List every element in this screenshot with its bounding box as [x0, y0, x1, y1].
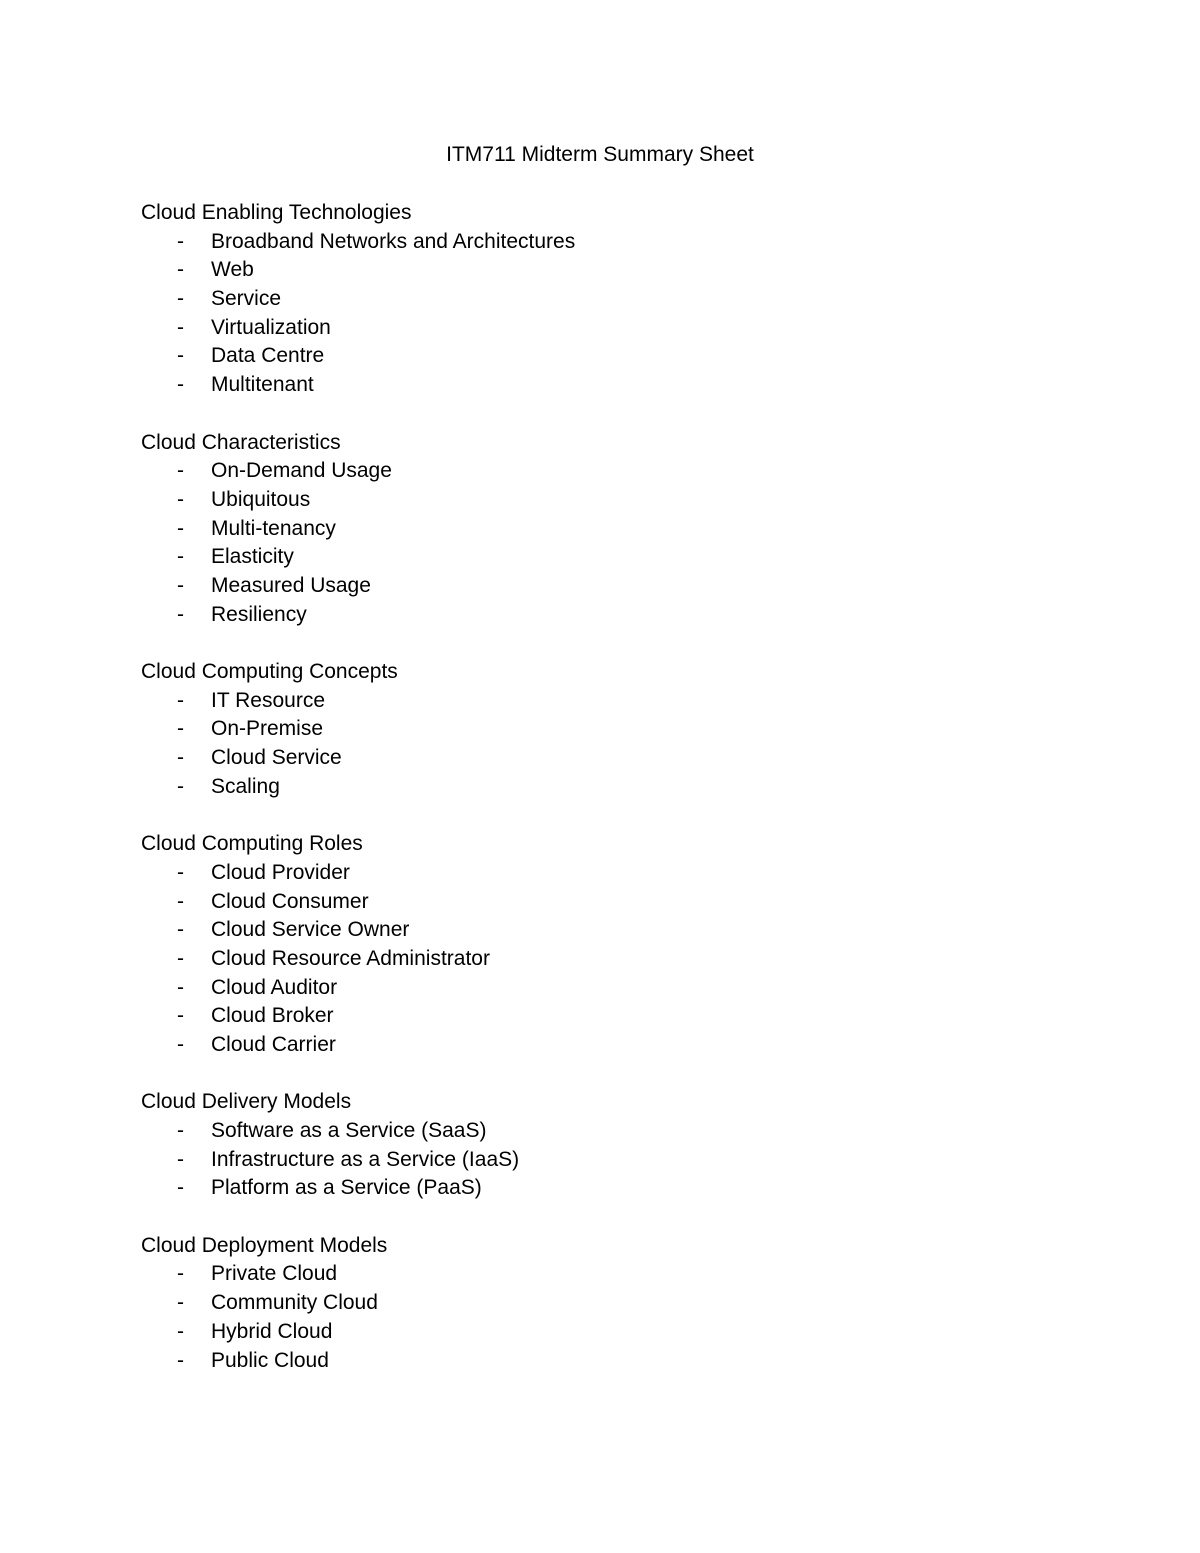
list-item-text: Software as a Service (SaaS) [211, 1119, 487, 1142]
section-cloud-delivery-models [141, 1088, 1041, 1203]
list-item [141, 228, 1041, 257]
bullet-list [141, 687, 1041, 802]
dash-bullet: - [177, 459, 184, 483]
dash-bullet: - [177, 774, 184, 798]
list-item-text: Multi-tenancy [211, 516, 336, 540]
dash-bullet: - [177, 545, 184, 569]
dash-bullet: - [177, 344, 184, 368]
list-item [141, 314, 1041, 343]
dash-bullet: - [177, 573, 184, 597]
dash-bullet: - [177, 258, 184, 282]
dash-bullet: - [177, 746, 184, 770]
dash-bullet: - [177, 602, 184, 626]
document-title: ITM711 Midterm Summary Sheet [446, 143, 754, 166]
dash-bullet: - [177, 1119, 184, 1142]
section-heading: Cloud Enabling Technologies [141, 201, 412, 224]
list-item [141, 974, 1041, 1003]
list-item-text: Cloud Auditor [211, 975, 338, 999]
dash-bullet: - [177, 1348, 184, 1372]
dash-bullet: - [177, 889, 184, 913]
dash-bullet: - [177, 229, 184, 253]
list-item-text: Cloud Broker [211, 1004, 334, 1028]
list-item-text: Cloud Provider [211, 860, 350, 884]
list-item-text: Infrastructure as a Service (IaaS) [211, 1147, 520, 1171]
dash-bullet: - [177, 1176, 184, 1200]
list-item-text: On-Premise [211, 717, 324, 741]
list-item [141, 486, 1041, 515]
list-item [141, 285, 1041, 314]
list-item-text: Private Cloud [211, 1262, 338, 1286]
list-item-text: Broadband Networks and Architectures [211, 229, 576, 253]
list-item-text: Cloud Service Owner [211, 918, 410, 942]
section-cloud-computing-roles [141, 830, 1041, 1060]
section-cloud-enabling-technologies [141, 199, 1041, 400]
bullet-list [141, 457, 1041, 629]
list-item [141, 371, 1041, 400]
dash-bullet: - [177, 1291, 184, 1315]
list-item [141, 687, 1041, 716]
list-item-text: Cloud Consumer [211, 889, 369, 913]
dash-bullet: - [177, 918, 184, 942]
bullet-list [141, 1117, 1041, 1203]
dash-bullet: - [177, 1032, 184, 1056]
list-item-text: Resiliency [211, 602, 307, 626]
list-item-text: On-Demand Usage [211, 459, 392, 483]
list-item [141, 744, 1041, 773]
list-item [141, 543, 1041, 572]
list-item-text: Web [211, 258, 254, 282]
list-item [141, 457, 1041, 486]
list-item-text: Platform as a Service (PaaS) [211, 1176, 482, 1200]
section-cloud-characteristics [141, 429, 1041, 630]
list-item-text: Data Centre [211, 344, 325, 368]
section-heading: Cloud Characteristics [141, 430, 341, 454]
dash-bullet: - [177, 315, 184, 339]
section-heading: Cloud Computing Roles [141, 832, 363, 856]
dash-bullet: - [177, 287, 184, 311]
dash-bullet: - [177, 717, 184, 741]
list-item-text: Cloud Service [211, 746, 342, 770]
dash-bullet: - [177, 688, 184, 712]
list-item [141, 515, 1041, 544]
list-item-text: Cloud Carrier [211, 1032, 336, 1056]
list-item [141, 1318, 1041, 1347]
list-item-text: Service [211, 287, 282, 311]
dash-bullet: - [177, 516, 184, 540]
dash-bullet: - [177, 373, 184, 397]
list-item-text: Cloud Resource Administrator [211, 946, 490, 970]
list-item [141, 1146, 1041, 1175]
list-item [141, 572, 1041, 601]
document-body [141, 199, 1041, 1404]
section-heading: Cloud Computing Concepts [141, 660, 398, 683]
list-item [141, 916, 1041, 945]
list-item-text: Elasticity [211, 545, 294, 569]
list-item [141, 342, 1041, 371]
list-item [141, 1031, 1041, 1060]
dash-bullet: - [177, 1004, 184, 1028]
list-item [141, 773, 1041, 802]
list-item [141, 859, 1041, 888]
list-item [141, 1260, 1041, 1289]
list-item-text: Community Cloud [211, 1291, 378, 1315]
dash-bullet: - [177, 487, 184, 511]
list-item [141, 715, 1041, 744]
list-item [141, 1002, 1041, 1031]
list-item-text: IT Resource [211, 688, 325, 712]
list-item [141, 1174, 1041, 1203]
dash-bullet: - [177, 946, 184, 970]
list-item [141, 1347, 1041, 1376]
list-item [141, 1117, 1041, 1146]
section-heading: Cloud Delivery Models [141, 1090, 352, 1114]
list-item [141, 888, 1041, 917]
list-item-text: Virtualization [211, 315, 331, 339]
list-item-text: Measured Usage [211, 573, 371, 597]
list-item [141, 945, 1041, 974]
list-item [141, 1289, 1041, 1318]
list-item [141, 601, 1041, 630]
list-item-text: Hybrid Cloud [211, 1319, 333, 1343]
bullet-list [141, 859, 1041, 1060]
list-item-text: Multitenant [211, 373, 314, 397]
dash-bullet: - [177, 1319, 184, 1343]
list-item-text: Scaling [211, 774, 280, 798]
dash-bullet: - [177, 1147, 184, 1171]
section-cloud-deployment-models [141, 1232, 1041, 1375]
dash-bullet: - [177, 1262, 184, 1286]
dash-bullet: - [177, 860, 184, 884]
section-cloud-computing-concepts [141, 658, 1041, 801]
section-heading: Cloud Deployment Models [141, 1233, 388, 1257]
list-item-text: Ubiquitous [211, 487, 311, 511]
bullet-list [141, 228, 1041, 400]
dash-bullet: - [177, 975, 184, 999]
bullet-list [141, 1260, 1041, 1375]
list-item [141, 256, 1041, 285]
list-item-text: Public Cloud [211, 1348, 329, 1372]
